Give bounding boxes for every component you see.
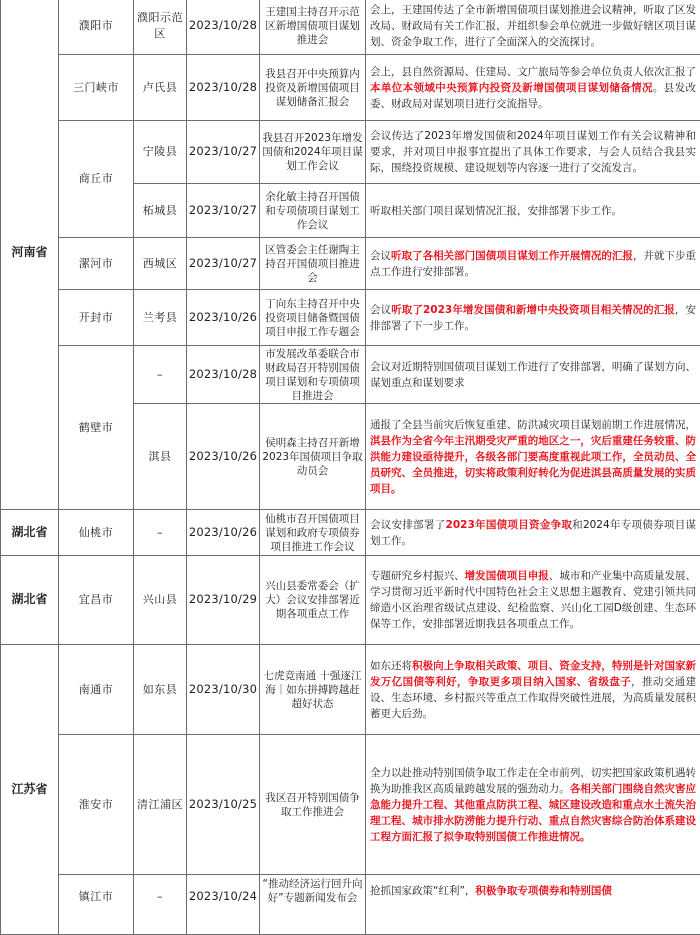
table-row: [1, 290, 700, 346]
body-text: ，安排部署了下一步工作。: [370, 304, 696, 332]
province-cell: 湖北省: [1, 556, 59, 645]
date-cell: 2023/10/27: [187, 121, 260, 184]
content-cell: [366, 55, 700, 121]
date-cell: 2023/10/27: [187, 238, 260, 290]
body-text: ，并就下步重点工作进行安排部署。: [370, 250, 696, 278]
table-row: [1, 121, 700, 184]
date-cell: 2023/10/28: [187, 55, 260, 121]
highlight-text: 听取了2023年增发国债和新增中央投资项目相关情况的汇报: [391, 304, 675, 316]
title-cell: 仙桃市召开国债项目谋划和政府专项债券项目推进工作会议: [260, 510, 366, 556]
date-cell: 2023/10/30: [187, 645, 260, 735]
table-row: [1, 875, 700, 935]
content-cell: [366, 556, 700, 645]
county-cell: –: [134, 510, 187, 556]
table-row: [1, 556, 700, 645]
title-cell: 余化敏主持召开国债和专项债项目谋划工作会议: [260, 184, 366, 238]
table-row: [1, 346, 700, 404]
body-text: 会议: [370, 250, 391, 262]
county-cell: 卢氏县: [134, 55, 187, 121]
county-cell: 兰考县: [134, 290, 187, 346]
body-text: 通报了全县当前灾后恢复重建、防洪减灾项目谋划前期工作进展情况，: [370, 419, 696, 431]
highlight-text: 积极争取专项债券和特别国债: [475, 885, 612, 897]
city-cell: 镇江市: [59, 875, 134, 935]
title-cell: 我县召开中央预算内投资及新增国债项目谋划储备汇报会: [260, 55, 366, 121]
date-cell: 2023/10/25: [187, 735, 260, 875]
city-cell: 鹤壁市: [59, 346, 134, 510]
county-cell: 西城区: [134, 238, 187, 290]
title-cell: 我县召开2023年增发国债和2024年项目谋划工作会议: [260, 121, 366, 184]
content-cell: [366, 121, 700, 184]
date-cell: 2023/10/27: [187, 184, 260, 238]
title-cell: 丁向东主持召开中央投资项目储备暨国债项目申报工作专题会: [260, 290, 366, 346]
title-cell: “推动经济运行回升向好”专题新闻发布会: [260, 875, 366, 935]
title-cell: 市发展改革委联合市财政局召开特别国债项目谋划和专项债项目推进会: [260, 346, 366, 404]
title-cell: 王建国主持召开示范区新增国债项目谋划推进会: [260, 0, 366, 55]
highlight-text: 增发国债项目申报: [465, 570, 549, 582]
title-cell: 侯明森主持召开新增2023年国债项目争取动员会: [260, 404, 366, 510]
body-text: 会议传达了2023年增发国债和2024年项目谋划工作有关会议精神和要求，并对项目申报事宜提出了具体工作要求，与会人员结合我县实际，围绕投资规模、建设规划等内容逐一进行了交流发言。: [370, 130, 696, 174]
highlight-text: 积极向上争取相关政策、项目、资金支持，特别是针对国家新发万亿国债等利好，争取更多项目纳入国家、省级盘子: [370, 660, 696, 688]
body-text: 会议对近期特别国债项目谋划工作进行了安排部署，明确了谋划方向、谋划重点和谋划要求: [370, 361, 696, 389]
date-cell: 2023/10/28: [187, 0, 260, 55]
content-cell: [366, 735, 700, 875]
highlight-text: 淇县作为全省今年主汛期受灾严重的地区之一，灾后重建任务较重、防洪能力建设亟待提升，各级各部门要高度重视此项工作，全员动员、全员研究、全员推进，切实将政策利好转化为促进淇县高质量发展的实质项目。: [370, 435, 696, 495]
highlight-text: 听取了各相关部门国债项目谋划工作开展情况的汇报: [391, 250, 633, 262]
table-row: [1, 735, 700, 875]
date-cell: 2023/10/28: [187, 346, 260, 404]
content-cell: [366, 510, 700, 556]
county-cell: 淇县: [134, 404, 187, 510]
title-cell: 我区召开特别国债争取工作推进会: [260, 735, 366, 875]
city-cell: 濮阳市: [59, 0, 134, 55]
content-cell: [366, 875, 700, 935]
body-text: 听取相关部门项目谋划情况汇报，安排部署下步工作。: [370, 205, 622, 217]
table-row: [1, 645, 700, 735]
content-cell: [366, 184, 700, 238]
content-cell: [366, 404, 700, 510]
body-text: 。县发改委、财政局对谋划项目进行交流指导。: [370, 82, 696, 110]
table-row: [1, 55, 700, 121]
table-row: [1, 238, 700, 290]
city-cell: 仙桃市: [59, 510, 134, 556]
content-cell: [366, 238, 700, 290]
content-cell: [366, 645, 700, 735]
content-cell: [366, 346, 700, 404]
date-cell: 2023/10/26: [187, 510, 260, 556]
body-text: 会上，县自然资源局、住建局、文广旅局等参会单位负责人依次汇报了: [370, 66, 696, 78]
body-text: 全力以赴推动特别国债争取工作走在全市前列，切实把国家政策机遇转换为助推我区高质量跨越发展的强劲动力。: [370, 767, 696, 795]
body-text: ，推动交通建设、生态环境、乡村振兴等重点工作取得突破性进展，为高质量发展积蓄更大后劲。: [370, 676, 696, 720]
date-cell: 2023/10/29: [187, 556, 260, 645]
county-cell: –: [134, 875, 187, 935]
body-text: 会议: [370, 304, 391, 316]
province-cell: 江苏省: [1, 645, 59, 935]
content-cell: [366, 290, 700, 346]
table-row: [1, 510, 700, 556]
county-cell: 柘城县: [134, 184, 187, 238]
date-cell: 2023/10/26: [187, 404, 260, 510]
date-cell: 2023/10/24: [187, 875, 260, 935]
title-cell: 兴山县委常委会（扩大）会议安排部署近期各项重点工作: [260, 556, 366, 645]
county-cell: 如东县: [134, 645, 187, 735]
county-cell: –: [134, 346, 187, 404]
city-cell: 商丘市: [59, 121, 134, 238]
city-cell: 南通市: [59, 645, 134, 735]
body-text: 专题研究乡村振兴、: [370, 570, 465, 582]
province-cell: 河南省: [1, 0, 59, 510]
body-text: 会议安排部署了: [370, 519, 446, 531]
city-cell: 开封市: [59, 290, 134, 346]
body-text: 如东还将: [370, 660, 412, 672]
city-cell: 漯河市: [59, 238, 134, 290]
highlight-text: 本单位本领域中央预算内投资及新增国债项目谋划储备情况: [370, 82, 653, 94]
county-cell: 兴山县: [134, 556, 187, 645]
highlight-text: 2023年国债项目资金争取: [446, 519, 573, 531]
city-cell: 宜昌市: [59, 556, 134, 645]
title-cell: 七虎竞南通 十强逐江海｜如东拼搏跨越赶超好状态: [260, 645, 366, 735]
county-cell: 清江浦区: [134, 735, 187, 875]
county-cell: 宁陵县: [134, 121, 187, 184]
body-text: 会上，王建国传达了全市新增国债项目谋划推进会议精神，听取了区发改局、财政局有关工作汇报，并组织参会单位就进一步做好辖区项目谋划、资金争取工作，进行了全面深入的交流探讨。: [370, 4, 696, 48]
body-text: 抢抓国家政策“红利”，: [370, 885, 475, 897]
body-text: 和2024年专项债券项目谋划工作。: [370, 519, 696, 547]
date-cell: 2023/10/26: [187, 290, 260, 346]
county-cell: 濮阳示范区: [134, 0, 187, 55]
city-cell: 淮安市: [59, 735, 134, 875]
title-cell: 区管委会主任谢陶主持召开国债项目推进会: [260, 238, 366, 290]
content-cell: [366, 0, 700, 55]
body-text: 、城市和产业集中高质量发展、学习贯彻习近平新时代中国特色社会主义思想主题教育、党建引领共同缔造小区治理省级试点建设、纪检监察、兴山化工园D级创建、生态环保等工作，安排部署近期我县各项重点工作。: [370, 570, 696, 630]
province-cell: 湖北省: [1, 510, 59, 556]
highlight-text: 各相关部门围绕自然灾害应急能力提升工程、其他重点防洪工程、城区建设改造和重点水土流失治理工程、城市排水防涝能力提升行动、重点自然灾害综合防治体系建设工程方面汇报了拟争取特别国债工作推进情况。: [370, 783, 696, 843]
table-row: [1, 0, 700, 55]
city-cell: 三门峡市: [59, 55, 134, 121]
